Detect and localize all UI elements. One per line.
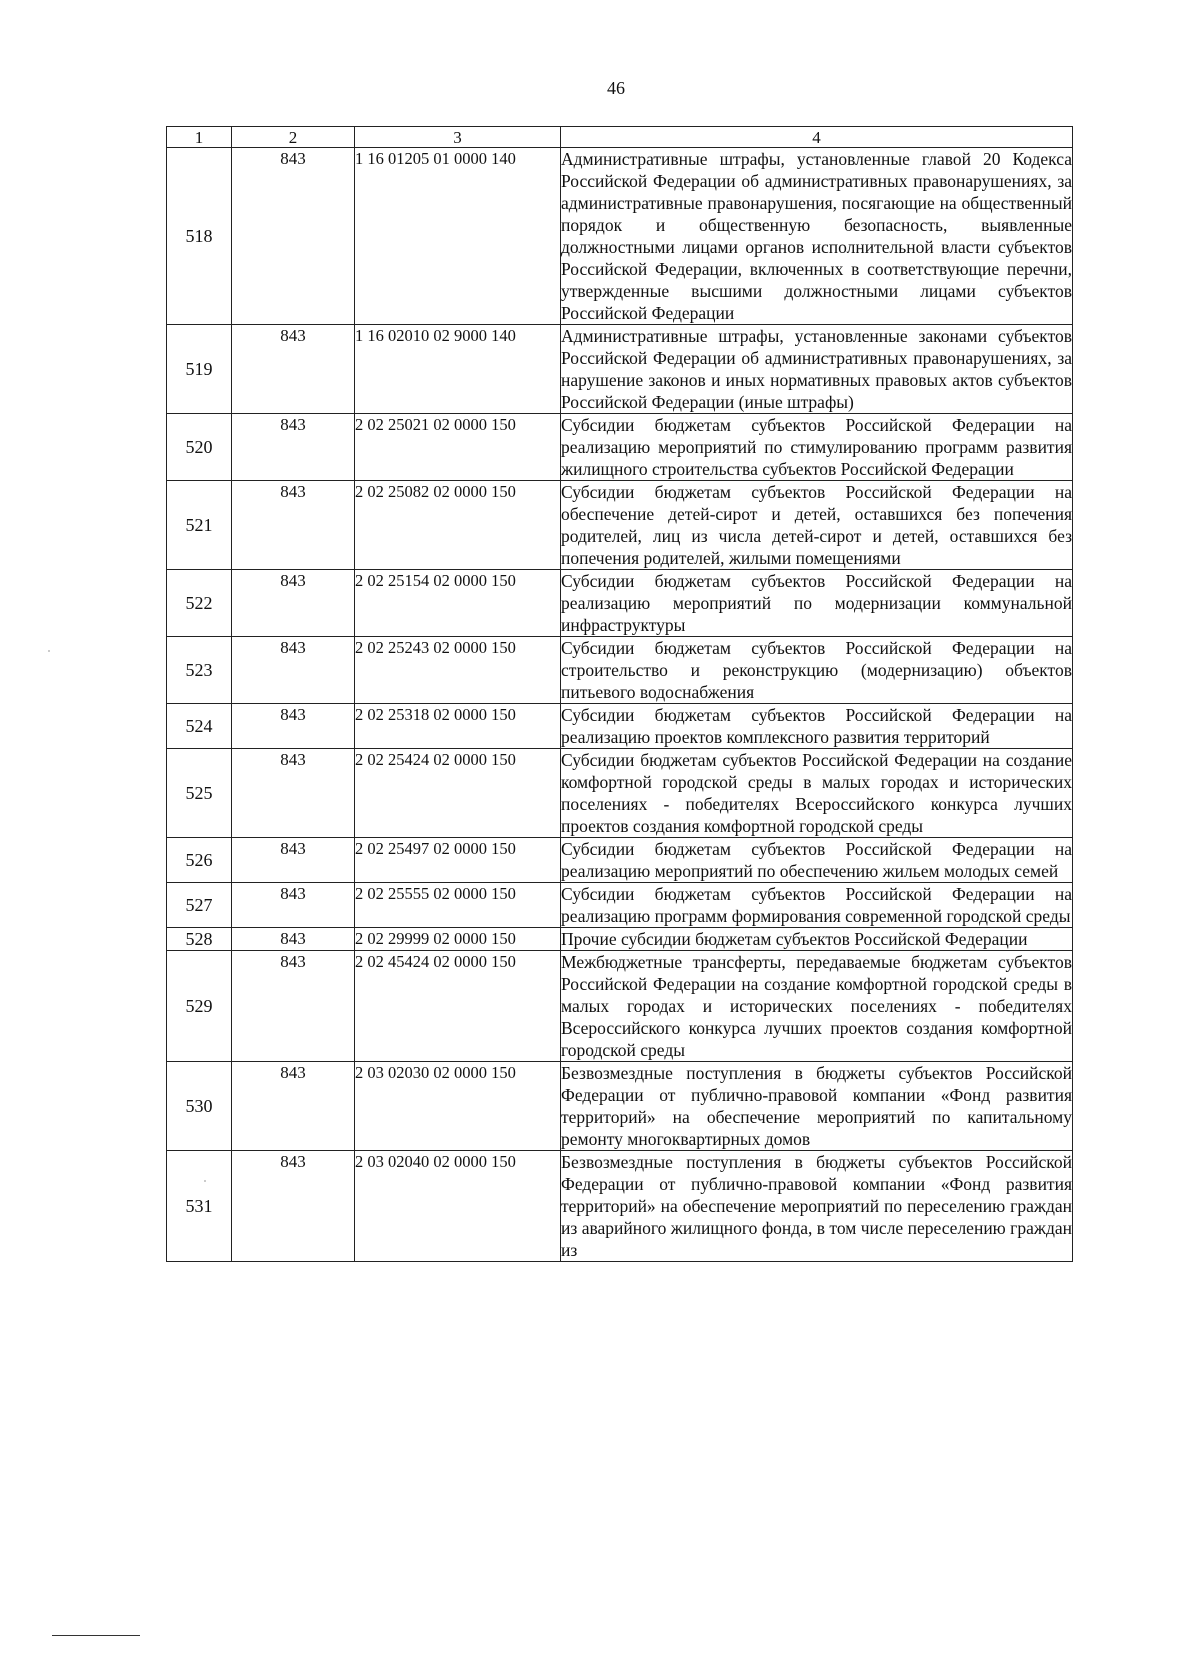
row-number: 521 xyxy=(167,481,232,570)
table-row xyxy=(167,148,1073,325)
budget-classification-code: 2 02 25021 02 0000 150 xyxy=(355,414,561,481)
admin-code: 843 xyxy=(232,325,355,414)
revenue-description: Субсидии бюджетам субъектов Российской Федерации на реализацию мероприятий по обеспечению жильем молодых семей xyxy=(561,839,1072,881)
row-number: 524 xyxy=(167,704,232,749)
budget-classification-code: 2 02 25318 02 0000 150 xyxy=(355,704,561,749)
table-row xyxy=(167,325,1073,414)
budget-classification-code: 2 03 02040 02 0000 150 xyxy=(355,1151,561,1262)
row-number: 519 xyxy=(167,325,232,414)
admin-code: 843 xyxy=(232,414,355,481)
admin-code: 843 xyxy=(232,883,355,928)
scan-speck xyxy=(204,1180,206,1182)
admin-code: 843 xyxy=(232,637,355,704)
admin-code: 843 xyxy=(232,1151,355,1262)
row-number: 528 xyxy=(167,928,232,951)
budget-classification-code: 2 02 25082 02 0000 150 xyxy=(355,481,561,570)
table-row xyxy=(167,570,1073,637)
header-col-2: 2 xyxy=(232,127,355,148)
table-row xyxy=(167,1151,1073,1262)
row-number: 526 xyxy=(167,838,232,883)
budget-classification-code: 2 02 25497 02 0000 150 xyxy=(355,838,561,883)
revenue-description: Субсидии бюджетам субъектов Российской Федерации на создание комфортной городской среды в малых городах и исторических поселениях - победителях Всероссийского конкурса лучших проектов создания комфортной городской среды xyxy=(561,750,1072,836)
table-row xyxy=(167,928,1073,951)
revenue-description: Административные штрафы, установленные законами субъектов Российской Федерации об административных правонарушениях, за нарушение законов и иных нормативных правовых актов субъектов Российской Федерации (иные штрафы) xyxy=(561,326,1072,412)
row-number: 518 xyxy=(167,148,232,325)
page-number: 46 xyxy=(607,78,625,98)
revenue-description: Субсидии бюджетам субъектов Российской Федерации на строительство и реконструкцию (модернизацию) объектов питьевого водоснабжения xyxy=(561,638,1072,702)
admin-code: 843 xyxy=(232,704,355,749)
budget-classification-code: 2 02 25424 02 0000 150 xyxy=(355,749,561,838)
budget-classification-code: 2 02 45424 02 0000 150 xyxy=(355,951,561,1062)
table-row xyxy=(167,883,1073,928)
admin-code: 843 xyxy=(232,749,355,838)
row-number: 531 xyxy=(167,1151,232,1262)
row-number: 530 xyxy=(167,1062,232,1151)
header-col-3: 3 xyxy=(355,127,561,148)
table-row xyxy=(167,637,1073,704)
table-row xyxy=(167,749,1073,838)
budget-classification-code: 2 03 02030 02 0000 150 xyxy=(355,1062,561,1151)
admin-code: 843 xyxy=(232,951,355,1062)
revenue-description: Субсидии бюджетам субъектов Российской Федерации на реализацию проектов комплексного развития территорий xyxy=(561,705,1072,747)
row-number: 525 xyxy=(167,749,232,838)
revenue-description: Субсидии бюджетам субъектов Российской Федерации на реализацию мероприятий по стимулированию программ развития жилищного строительства субъектов Российской Федерации xyxy=(561,415,1072,479)
row-number: 520 xyxy=(167,414,232,481)
revenue-description: Субсидии бюджетам субъектов Российской Федерации на реализацию мероприятий по модернизации коммунальной инфраструктуры xyxy=(561,571,1072,635)
row-number: 523 xyxy=(167,637,232,704)
table-row xyxy=(167,414,1073,481)
admin-code: 843 xyxy=(232,1062,355,1151)
revenue-description: Субсидии бюджетам субъектов Российской Федерации на обеспечение детей-сирот и детей, оставшихся без попечения родителей, лиц из числа детей-сирот и детей, оставшихся без попечения родителей, жилыми помещениями xyxy=(561,482,1072,568)
admin-code: 843 xyxy=(232,838,355,883)
budget-classification-code: 2 02 25154 02 0000 150 xyxy=(355,570,561,637)
table-row xyxy=(167,481,1073,570)
budget-classification-code: 2 02 25243 02 0000 150 xyxy=(355,637,561,704)
footnote-divider xyxy=(52,1635,140,1636)
table-row xyxy=(167,1062,1073,1151)
revenue-description: Субсидии бюджетам субъектов Российской Федерации на реализацию программ формирования современной городской среды xyxy=(561,884,1072,926)
row-number: 529 xyxy=(167,951,232,1062)
table-header xyxy=(167,127,1073,148)
row-number: 527 xyxy=(167,883,232,928)
revenue-codes-table xyxy=(166,126,1073,1262)
budget-classification-code: 2 02 29999 02 0000 150 xyxy=(355,928,561,951)
revenue-description: Безвозмездные поступления в бюджеты субъектов Российской Федерации от публично-правовой компании «Фонд развития территорий» на обеспечение мероприятий по переселению граждан из аварийного жилищного фонда, в том числе переселению граждан из xyxy=(561,1152,1072,1260)
header-col-4: 4 xyxy=(561,127,1073,148)
admin-code: 843 xyxy=(232,148,355,325)
revenue-description: Прочие субсидии бюджетам субъектов Российской Федерации xyxy=(561,928,1073,951)
table-body xyxy=(167,148,1073,1262)
table-row xyxy=(167,838,1073,883)
header-col-1: 1 xyxy=(167,127,232,148)
revenue-description: Безвозмездные поступления в бюджеты субъектов Российской Федерации от публично-правовой компании «Фонд развития территорий» на обеспечение мероприятий по капитальному ремонту многоквартирных домов xyxy=(561,1063,1072,1149)
admin-code: 843 xyxy=(232,928,355,951)
row-number: 522 xyxy=(167,570,232,637)
table-row xyxy=(167,951,1073,1062)
budget-classification-code: 1 16 02010 02 9000 140 xyxy=(355,325,561,414)
admin-code: 843 xyxy=(232,481,355,570)
revenue-description: Административные штрафы, установленные главой 20 Кодекса Российской Федерации об административных правонарушениях, за административные правонарушения, посягающие на общественный порядок и общественную безопасность, выявленные должностными лицами органов исполнительной власти субъектов Российской Федерации, включенных в соответствующие перечни, утвержденные высшими должностными лицами субъектов Российской Федерации xyxy=(561,149,1072,323)
budget-classification-code: 1 16 01205 01 0000 140 xyxy=(355,148,561,325)
revenue-description: Межбюджетные трансферты, передаваемые бюджетам субъектов Российской Федерации на создание комфортной городской среды в малых городах и исторических поселениях - победителях Всероссийского конкурса лучших проектов создания комфортной городской среды xyxy=(561,952,1072,1060)
budget-classification-code: 2 02 25555 02 0000 150 xyxy=(355,883,561,928)
admin-code: 843 xyxy=(232,570,355,637)
table-row xyxy=(167,704,1073,749)
scan-speck xyxy=(48,650,50,652)
